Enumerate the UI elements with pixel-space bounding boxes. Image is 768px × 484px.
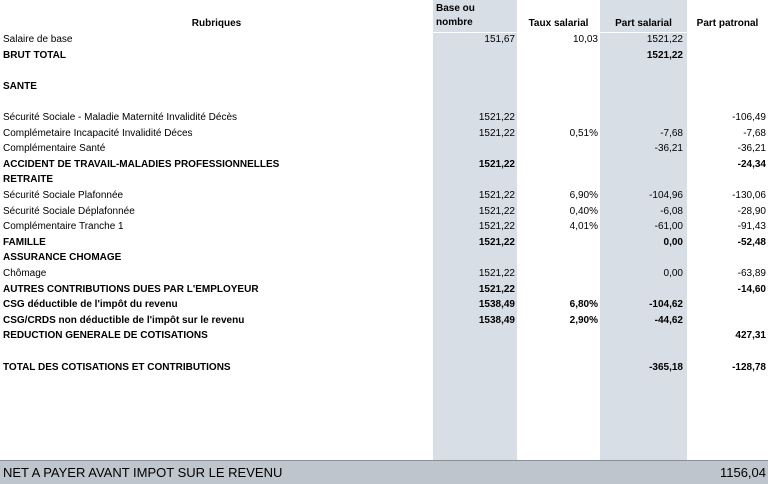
header-rubriques: Rubriques — [191, 18, 242, 29]
row-part-patronal: -128,78 — [732, 361, 766, 373]
row-part-patronal: -63,89 — [737, 268, 766, 279]
table-row — [0, 32, 768, 48]
row-part-salarial: 1521,22 — [646, 49, 683, 61]
row-label: ACCIDENT DE TRAVAIL-MALADIES PROFESSIONNELLES — [3, 158, 280, 170]
row-base: 1538,49 — [478, 314, 515, 326]
row-part-patronal: -36,21 — [737, 143, 766, 155]
row-part-salarial: 0,00 — [663, 268, 683, 279]
row-part-patronal: -7,68 — [743, 127, 766, 139]
row-label: RETRAITE — [3, 174, 53, 186]
table-row — [0, 219, 768, 235]
header-part-salarial: Part salarial — [615, 18, 672, 29]
row-part-patronal: -52,48 — [737, 236, 766, 248]
table-row — [0, 157, 768, 173]
row-label: SANTE — [3, 80, 37, 92]
header-base-ou-nombre — [436, 2, 516, 30]
row-part-salarial: -61,00 — [654, 221, 683, 233]
table-row — [0, 313, 768, 329]
net-a-payer-value: 1156,04 — [719, 465, 766, 480]
row-part-salarial: -365,18 — [649, 361, 683, 373]
table-row — [0, 250, 768, 266]
row-base: 1521,22 — [478, 268, 515, 279]
row-part-salarial: -44,62 — [654, 314, 683, 326]
row-label: FAMILLE — [3, 236, 46, 248]
table-row — [0, 297, 768, 313]
table-row — [0, 266, 768, 282]
header-base-line2: nombre — [436, 17, 473, 28]
net-a-payer-label: NET A PAYER AVANT IMPOT SUR LE REVENU — [3, 465, 283, 480]
row-base: 1521,22 — [478, 283, 515, 295]
row-base: 1521,22 — [478, 127, 515, 139]
row-part-patronal: -28,90 — [737, 205, 766, 217]
table-row — [0, 328, 768, 344]
row-label: ASSURANCE CHOMAGE — [3, 252, 122, 264]
table-row — [0, 360, 768, 376]
table-row — [0, 48, 768, 64]
table-row — [0, 188, 768, 204]
table-row — [0, 94, 768, 110]
row-base: 1521,22 — [478, 190, 515, 201]
row-part-salarial: -36,21 — [654, 143, 683, 155]
table-row — [0, 235, 768, 251]
row-base: 1521,22 — [478, 205, 515, 217]
header-part-patronal: Part patronal — [696, 18, 759, 29]
row-part-salarial: -104,96 — [649, 190, 683, 201]
row-base: 1521,22 — [478, 158, 515, 170]
row-part-salarial: -104,62 — [649, 299, 683, 311]
table-row — [0, 79, 768, 95]
row-base: 1521,22 — [478, 236, 515, 248]
row-label: CSG/CRDS non déductible de l'impôt sur le revenu — [3, 314, 245, 326]
row-taux-salarial: 6,80% — [569, 299, 598, 311]
row-taux-salarial: 10,03 — [572, 34, 598, 45]
row-label: CSG déductible de l'impôt du revenu — [3, 299, 178, 311]
row-taux-salarial: 2,90% — [569, 314, 598, 326]
row-taux-salarial: 4,01% — [569, 221, 598, 233]
table-row — [0, 141, 768, 157]
row-part-patronal: -106,49 — [732, 112, 766, 123]
table-row — [0, 204, 768, 220]
table-row — [0, 110, 768, 126]
row-label: Salaire de base — [3, 34, 73, 45]
row-part-patronal: -91,43 — [737, 221, 766, 233]
row-base: 1521,22 — [478, 221, 515, 233]
row-label: Sécurité Sociale Plafonnée — [3, 190, 124, 201]
row-part-salarial: -6,08 — [660, 205, 683, 217]
table-row — [0, 126, 768, 142]
header-taux-salarial: Taux salarial — [528, 18, 589, 29]
row-part-patronal: 427,31 — [735, 330, 766, 342]
row-taux-salarial: 6,90% — [569, 190, 598, 201]
table-row — [0, 282, 768, 298]
row-label: REDUCTION GENERALE DE COTISATIONS — [3, 330, 208, 342]
row-part-salarial: 0,00 — [663, 236, 683, 248]
row-label: Sécurité Sociale - Maladie Maternité Invalidité Décès — [3, 112, 237, 123]
table-row — [0, 344, 768, 360]
row-part-patronal: -24,34 — [737, 158, 766, 170]
row-part-patronal: -130,06 — [732, 190, 766, 201]
row-label: Complémentaire Santé — [3, 143, 106, 155]
row-taux-salarial: 0,40% — [569, 205, 598, 217]
row-label: Complémentaire Tranche 1 — [3, 221, 124, 233]
row-label: Chômage — [3, 268, 47, 279]
table-row — [0, 63, 768, 79]
row-taux-salarial: 0,51% — [569, 127, 598, 139]
row-label: Sécurité Sociale Déplafonnée — [3, 205, 135, 217]
row-part-salarial: 1521,22 — [646, 34, 683, 45]
row-label: Complémetaire Incapacité Invalidité Déces — [3, 127, 193, 139]
row-base: 151,67 — [484, 34, 515, 45]
row-label: BRUT TOTAL — [3, 49, 66, 61]
row-base: 1538,49 — [478, 299, 515, 311]
row-base: 1521,22 — [478, 112, 515, 123]
row-label: AUTRES CONTRIBUTIONS DUES PAR L'EMPLOYEUR — [3, 283, 259, 295]
table-row — [0, 172, 768, 188]
row-label: TOTAL DES COTISATIONS ET CONTRIBUTIONS — [3, 361, 231, 373]
row-part-salarial: -7,68 — [660, 127, 683, 139]
header-base-line1: Base ou — [436, 3, 475, 14]
row-part-patronal: -14,60 — [737, 283, 766, 295]
net-a-payer-bar — [0, 460, 768, 484]
